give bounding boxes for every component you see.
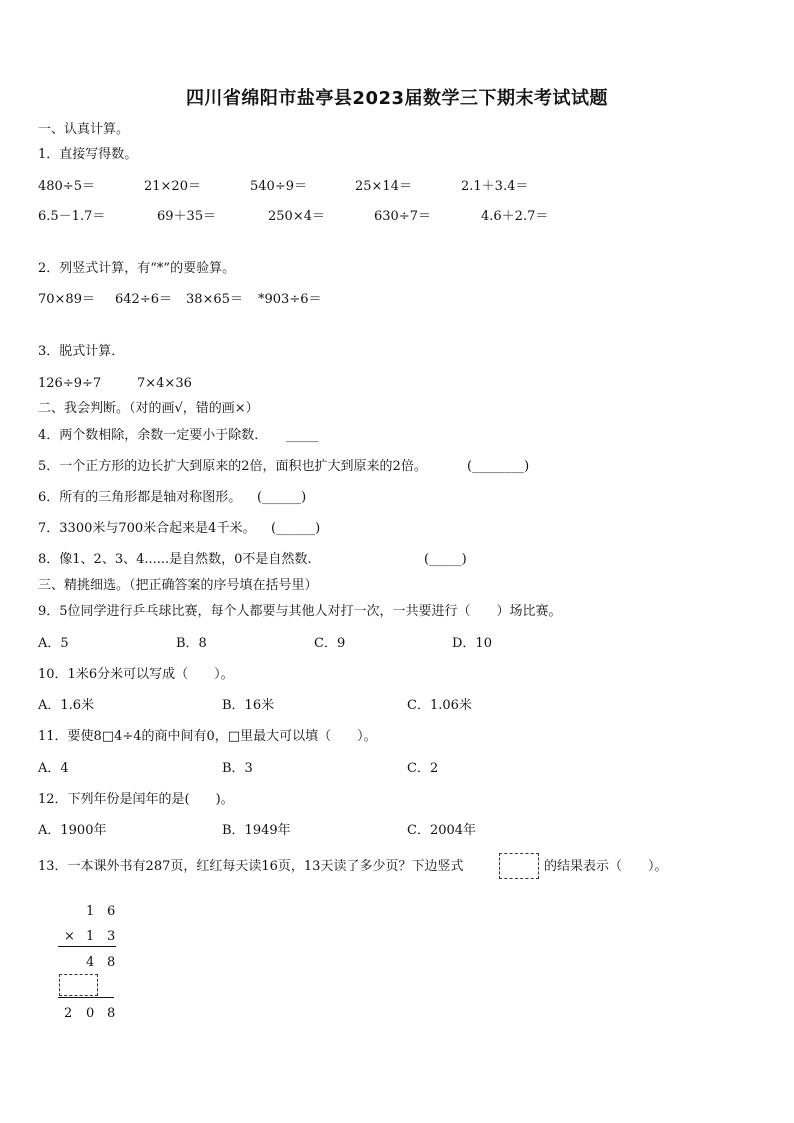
vertical-digit: 8: [107, 955, 116, 970]
calc-item: 6.5－1.7＝: [38, 209, 106, 224]
dashed-box-inline: [499, 853, 539, 879]
question-9: 9．5位同学进行乒乓球比赛，每个人都要与其他人对打一次，一共要进行（ ）场比赛。: [38, 604, 562, 619]
calc-item: 250×4＝: [268, 209, 325, 224]
question-13-part-1: 13．一本课外书有287页，红红每天读16页，13天读了多少页？下边竖式: [38, 859, 464, 874]
answer-blank[interactable]: (______): [257, 490, 307, 505]
calc-item: 2.1＋3.4＝: [461, 179, 529, 194]
vertical-digit: 8: [107, 1006, 116, 1021]
vertical-rule: [58, 946, 116, 947]
option-c[interactable]: C．1.06米: [407, 698, 472, 713]
question-7: 7．3300米与700米合起来是4千米。: [38, 521, 256, 536]
calc-item: 7×4×36: [137, 376, 192, 391]
option-b[interactable]: B．1949年: [222, 823, 291, 838]
calc-item: 38×65＝: [186, 292, 243, 307]
vertical-digit: 4: [86, 955, 95, 970]
option-b[interactable]: B．8: [176, 636, 207, 651]
calc-item: *903÷6＝: [258, 292, 322, 307]
section-heading-2: 二、我会判断。（对的画√，错的画×）: [38, 401, 259, 416]
section-heading-1: 一、认真计算。: [38, 122, 130, 137]
answer-blank[interactable]: (_____): [424, 552, 467, 567]
option-d[interactable]: D．10: [452, 636, 492, 651]
page-title: 四川省绵阳市盐亭县2023届数学三下期末考试试题: [185, 88, 609, 109]
option-c[interactable]: C．2004年: [407, 823, 477, 838]
option-a[interactable]: A．4: [38, 761, 69, 776]
option-b[interactable]: B．3: [222, 761, 253, 776]
calc-item: 540÷9＝: [250, 179, 307, 194]
answer-blank[interactable]: (______): [271, 521, 321, 536]
option-a[interactable]: A．1.6米: [38, 698, 95, 713]
vertical-digit: 6: [107, 904, 116, 919]
vertical-digit: 0: [86, 1006, 95, 1021]
vertical-digit: 1: [86, 904, 95, 919]
question-12: 12．下列年份是闰年的是( )。: [38, 792, 234, 807]
vertical-digit: 3: [107, 929, 116, 944]
question-4: 4．两个数相除，余数一定要小于除数．: [38, 428, 268, 443]
question-11: 11．要使8□4÷4的商中间有0，□里最大可以填（ ）。: [38, 729, 377, 744]
calc-item: 126÷9÷7: [38, 376, 102, 391]
option-a[interactable]: A．5: [38, 636, 69, 651]
vertical-digit: 1: [86, 929, 95, 944]
question-13-part-2: 的结果表示（ ）。: [544, 859, 668, 874]
question-3-label: 3．脱式计算．: [38, 344, 125, 359]
question-6: 6．所有的三角形都是轴对称图形。: [38, 490, 242, 505]
vertical-rule: [58, 997, 114, 998]
option-b[interactable]: B．16米: [222, 698, 275, 713]
answer-blank[interactable]: (________): [467, 459, 530, 474]
calc-item: 4.6＋2.7＝: [481, 209, 549, 224]
section-heading-3: 三、精挑细选。（把正确答案的序号填在括号里）: [38, 578, 318, 593]
question-1-label: 1．直接写得数。: [38, 147, 138, 162]
calc-item: 630÷7＝: [374, 209, 431, 224]
question-5: 5．一个正方形的边长扩大到原来的2倍，面积也扩大到原来的2倍。: [38, 459, 427, 474]
dashed-box-vertical: [59, 974, 98, 996]
calc-item: 21×20＝: [144, 179, 201, 194]
calc-item: 480÷5＝: [38, 179, 95, 194]
answer-blank[interactable]: _____: [286, 428, 319, 443]
vertical-operator: ×: [64, 929, 75, 944]
question-2-label: 2．列竖式计算，有“*”的要验算。: [38, 261, 236, 276]
calc-item: 25×14＝: [355, 179, 412, 194]
calc-item: 70×89＝: [38, 292, 95, 307]
vertical-digit: 2: [64, 1006, 73, 1021]
question-10: 10．1米6分米可以写成（ ）。: [38, 667, 234, 682]
calc-item: 69＋35＝: [157, 209, 217, 224]
question-8: 8．像1、2、3、4......是自然数，0不是自然数.: [38, 552, 312, 567]
option-c[interactable]: C．9: [314, 636, 346, 651]
option-c[interactable]: C．2: [407, 761, 439, 776]
option-a[interactable]: A．1900年: [38, 823, 107, 838]
calc-item: 642÷6＝: [115, 292, 172, 307]
